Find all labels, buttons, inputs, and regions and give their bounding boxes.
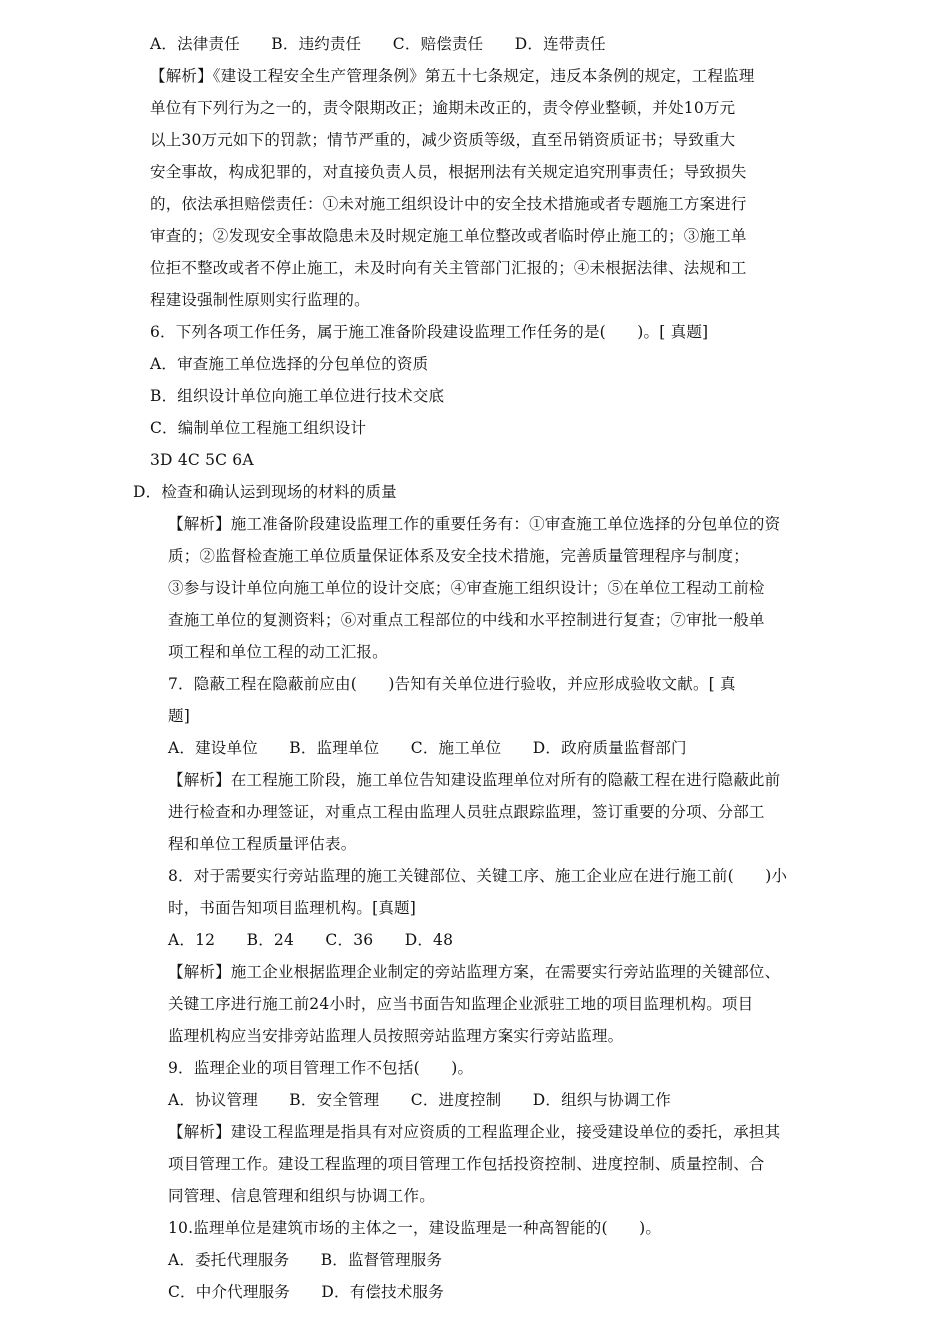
q5-analysis-line-8: 程建设强制性原则实行监理的。 bbox=[150, 291, 370, 309]
q5-analysis-line-2: 单位有下列行为之一的，责令限期改正；逾期未改正的，责令停业整顿，并处10万元 bbox=[150, 99, 736, 117]
q8-analysis-line-2: 关键工序进行施工前24小时，应当书面告知监理企业派驻工地的项目监理机构。项目 bbox=[168, 995, 754, 1013]
q9-analysis-line-2: 项目管理工作。建设工程监理的项目管理工作包括投资控制、进度控制、质量控制、合 bbox=[168, 1155, 765, 1173]
question-7-stem-line-1: 7．隐蔽工程在隐蔽前应由( )告知有关单位进行验收，并应形成验收文献。[ 真 bbox=[168, 675, 736, 693]
question-6-option-b: B．组织设计单位向施工单位进行技术交底 bbox=[150, 387, 445, 405]
question-10-options-ab: A．委托代理服务 B．监督管理服务 bbox=[168, 1251, 443, 1269]
question-9-options: A．协议管理 B．安全管理 C．进度控制 D．组织与协调工作 bbox=[168, 1091, 671, 1109]
q7-analysis-line-1: 【解析】在工程施工阶段，施工单位告知建设监理单位对所有的隐蔽工程在进行隐蔽此前 bbox=[168, 771, 781, 789]
question-10-stem: 10.监理单位是建筑市场的主体之一，建设监理是一种高智能的( )。 bbox=[168, 1219, 662, 1237]
question-5-options: A．法律责任 B．违约责任 C．赔偿责任 D．连带责任 bbox=[150, 35, 606, 53]
question-6-stem: 6．下列各项工作任务，属于施工准备阶段建设监理工作任务的是( )。[ 真题] bbox=[150, 323, 709, 341]
question-7-options: A．建设单位 B．监理单位 C．施工单位 D．政府质量监督部门 bbox=[168, 739, 687, 757]
q6-analysis-line-5: 项工程和单位工程的动工汇报。 bbox=[168, 643, 388, 661]
q6-analysis-line-4: 查施工单位的复测资料；⑥对重点工程部位的中线和水平控制进行复查；⑦审批一般单 bbox=[168, 611, 765, 629]
q8-analysis-line-1: 【解析】施工企业根据监理企业制定的旁站监理方案，在需要实行旁站监理的关键部位、 bbox=[168, 963, 781, 981]
q5-analysis-line-3: 以上30万元如下的罚款；情节严重的，减少资质等级，直至吊销资质证书；导致重大 bbox=[150, 131, 736, 149]
question-8-options: A．12 B．24 C．36 D．48 bbox=[168, 931, 454, 949]
question-7-stem-line-2: 题] bbox=[168, 707, 190, 725]
q5-analysis-line-6: 审查的；②发现安全事故隐患未及时规定施工单位整改或者临时停止施工的；③施工单 bbox=[150, 227, 747, 245]
question-6-option-c: C．编制单位工程施工组织设计 bbox=[150, 419, 367, 437]
q9-analysis-line-3: 同管理、信息管理和组织与协调工作。 bbox=[168, 1187, 435, 1205]
q5-analysis-line-7: 位拒不整改或者不停止施工，未及时向有关主管部门汇报的；④未根据法律、法规和工 bbox=[150, 259, 747, 277]
question-8-stem-line-2: 时，书面告知项目监理机构。[真题] bbox=[168, 899, 416, 917]
q6-analysis-line-2: 质；②监督检查施工单位质量保证体系及安全技术措施，完善质量管理程序与制度； bbox=[168, 547, 749, 565]
q7-analysis-line-3: 程和单位工程质量评估表。 bbox=[168, 835, 357, 853]
question-10-options-cd: C．中介代理服务 D．有偿技术服务 bbox=[168, 1283, 444, 1301]
question-8-stem-line-1: 8．对于需要实行旁站监理的施工关键部位、关键工序、施工企业应在进行施工前( )小 bbox=[168, 867, 788, 885]
question-9-stem: 9．监理企业的项目管理工作不包括( )。 bbox=[168, 1059, 474, 1077]
question-6-option-a: A．审查施工单位选择的分包单位的资质 bbox=[150, 355, 429, 373]
q6-analysis-line-1: 【解析】施工准备阶段建设监理工作的重要任务有：①审查施工单位选择的分包单位的资 bbox=[168, 515, 781, 533]
q5-analysis-line-4: 安全事故，构成犯罪的，对直接负责人员，根据刑法有关规定追究刑事责任；导致损失 bbox=[150, 163, 747, 181]
q8-analysis-line-3: 监理机构应当安排旁站监理人员按照旁站监理方案实行旁站监理。 bbox=[168, 1027, 624, 1045]
question-6-option-d: D．检查和确认运到现场的材料的质量 bbox=[133, 483, 397, 501]
q5-analysis-line-5: 的，依法承担赔偿责任：①未对施工组织设计中的安全技术措施或者专题施工方案进行 bbox=[150, 195, 747, 213]
q7-analysis-line-2: 进行检查和办理签证，对重点工程由监理人员驻点跟踪监理，签订重要的分项、分部工 bbox=[168, 803, 765, 821]
answer-key: 3D 4C 5C 6A bbox=[150, 451, 254, 469]
q9-analysis-line-1: 【解析】建设工程监理是指具有对应资质的工程监理企业，接受建设单位的委托，承担其 bbox=[168, 1123, 781, 1141]
q5-analysis-line-1: 【解析】《建设工程安全生产管理条例》第五十七条规定，违反本条例的规定，工程监理 bbox=[150, 67, 755, 85]
q6-analysis-line-3: ③参与设计单位向施工单位的设计交底；④审查施工组织设计；⑤在单位工程动工前检 bbox=[168, 579, 765, 597]
